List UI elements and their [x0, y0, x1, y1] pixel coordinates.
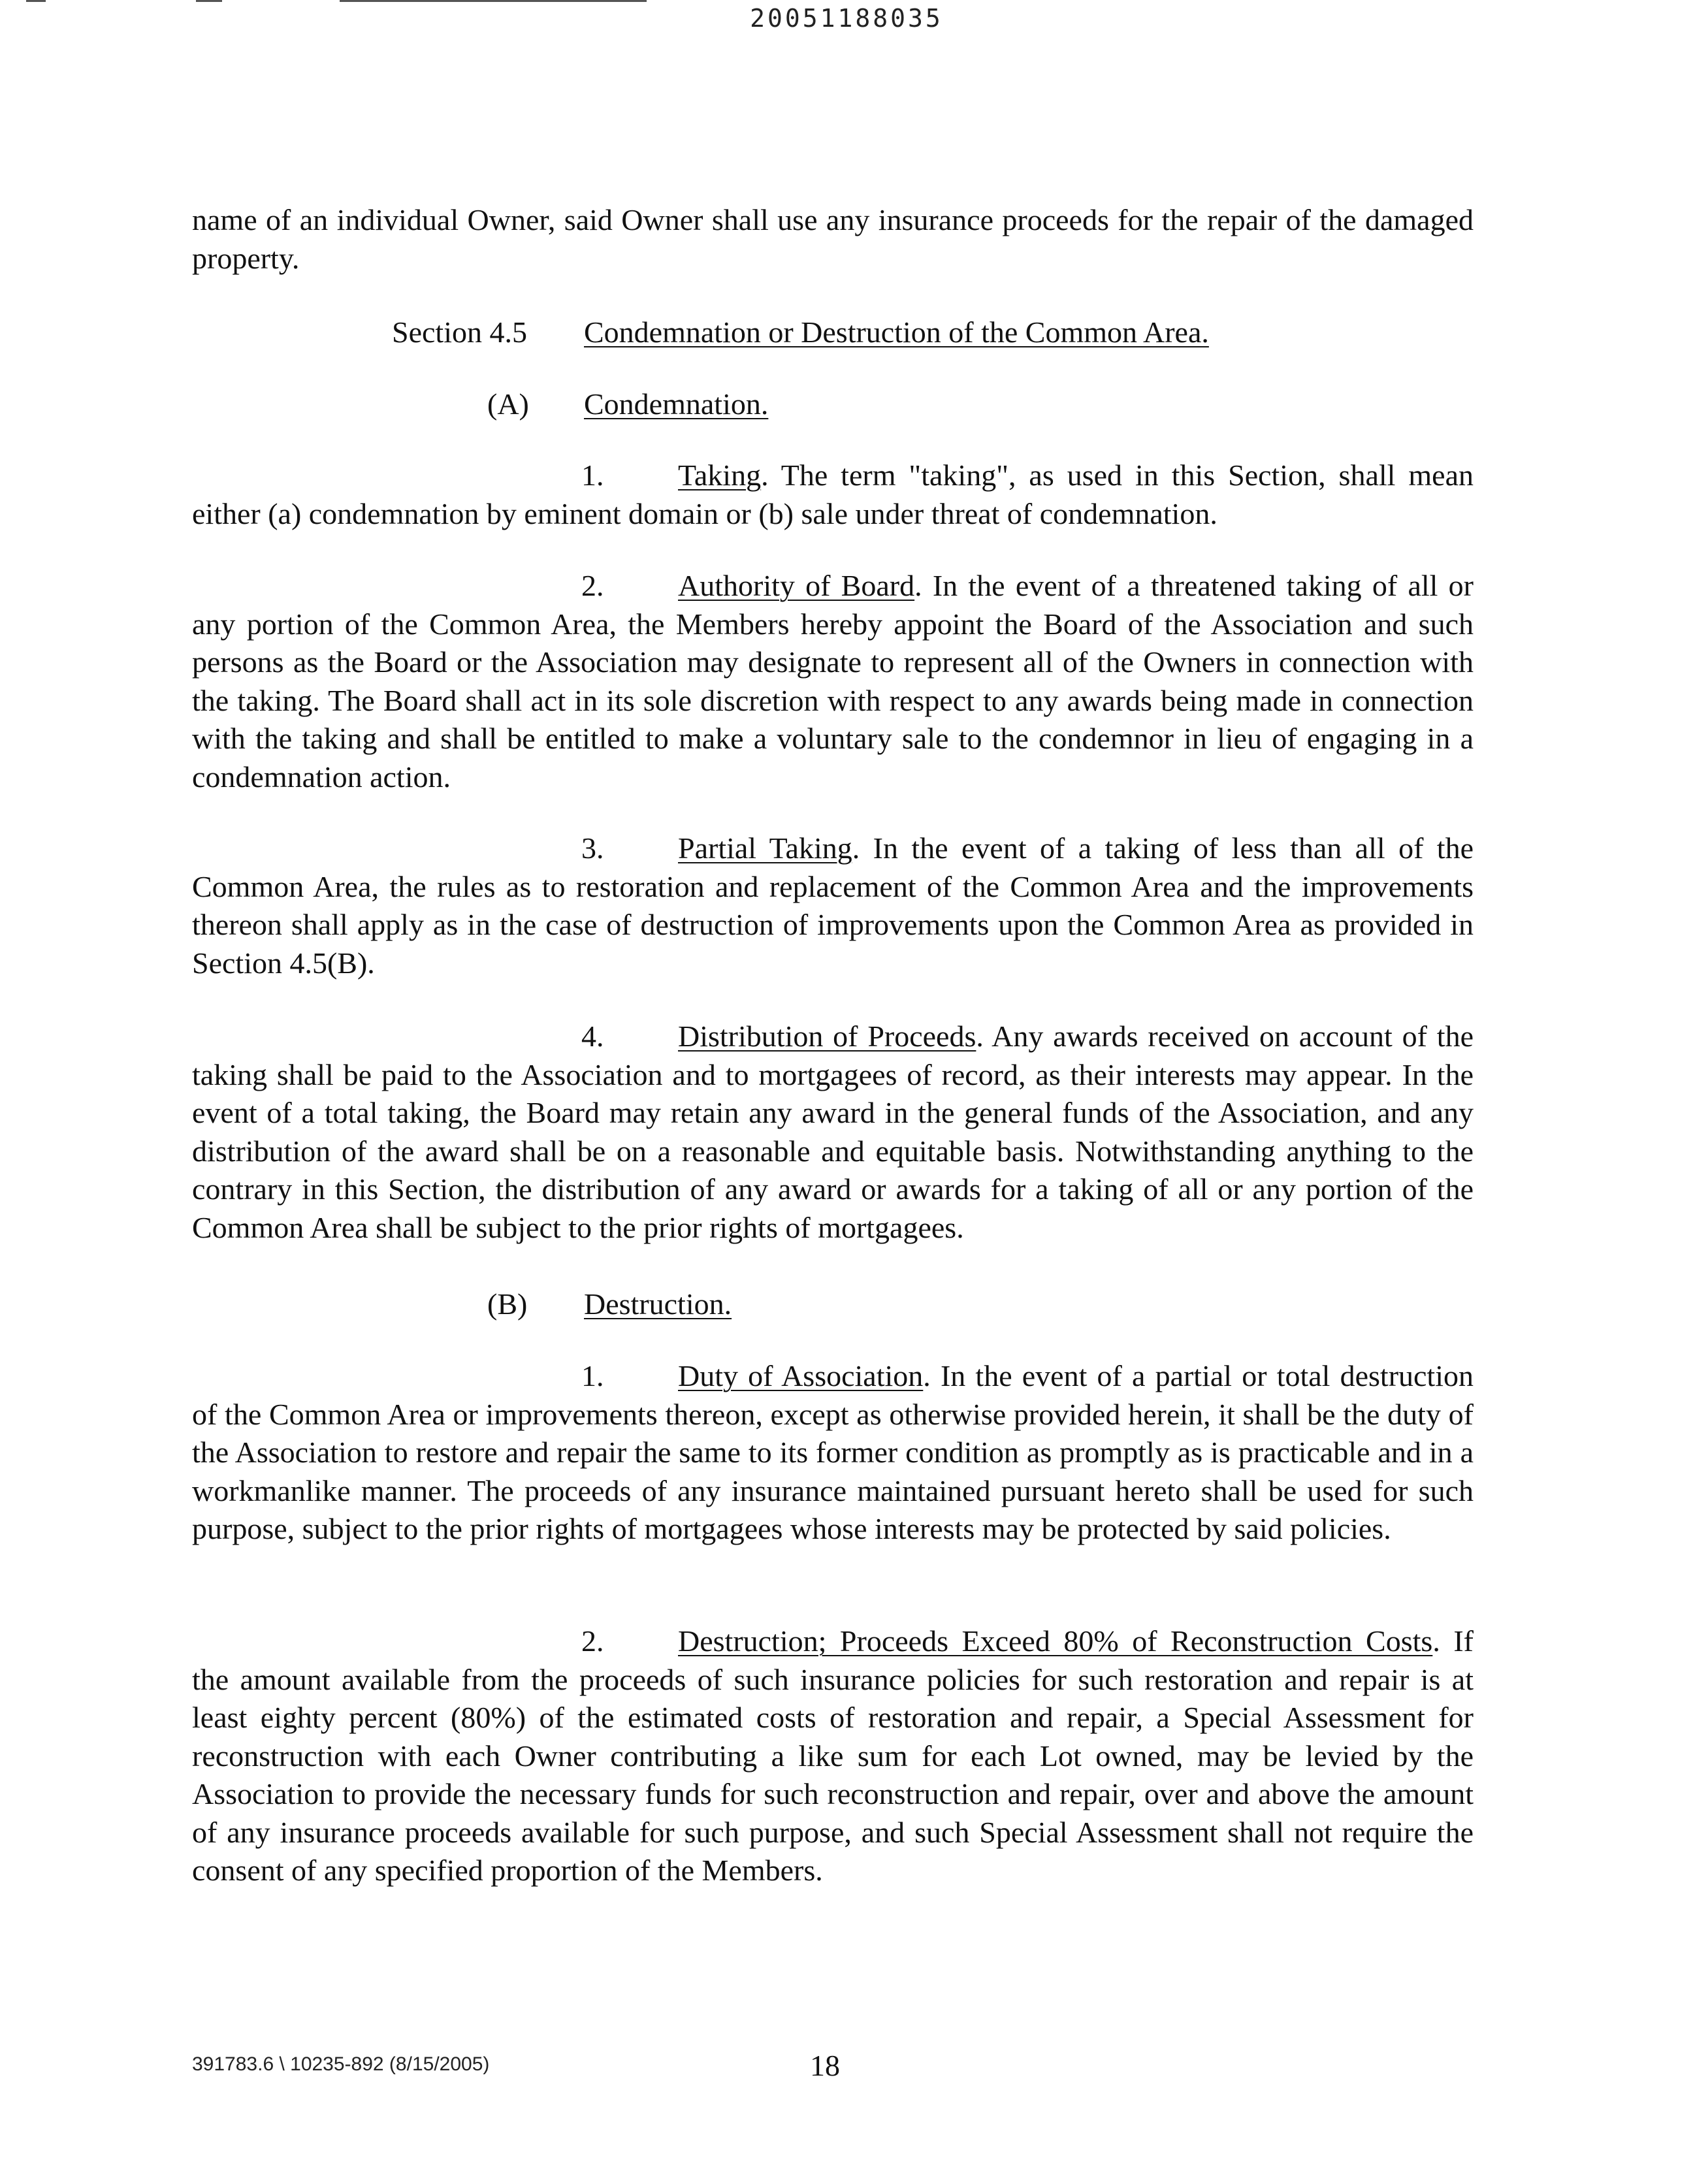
- b2-number: 2.: [581, 1624, 604, 1658]
- a4-number: 4.: [581, 1020, 604, 1053]
- a3-number: 3.: [581, 831, 604, 865]
- paragraph-b1: [192, 1357, 1474, 1549]
- a2-heading: Authority of Board: [678, 569, 915, 602]
- part-a-title-wrap: [584, 385, 768, 423]
- b1-number: 1.: [581, 1359, 604, 1392]
- part-a-heading: [487, 385, 529, 423]
- section-title: Condemnation or Destruction of the Common Area.: [584, 315, 1209, 349]
- part-b-title: Destruction.: [584, 1287, 732, 1321]
- part-b-heading: [487, 1285, 527, 1323]
- intro-text: name of an individual Owner, said Owner shall use any insurance proceeds for the repair of the damaged property.: [192, 203, 1474, 275]
- document-number: 20051188035: [750, 4, 943, 33]
- scan-artifact: [196, 0, 222, 2]
- footer-document-id: 391783.6 \ 10235-892 (8/15/2005): [192, 2053, 490, 2075]
- a1-text: . The term "taking", as used in this Section, shall mean either (a) condemnation by eminent domain or (b) sale under threat of condemnation.: [192, 458, 1474, 530]
- intro-paragraph: [192, 201, 1474, 278]
- a2-number: 2.: [581, 569, 604, 602]
- paragraph-a2: [192, 567, 1474, 796]
- part-b-title-wrap: [584, 1285, 732, 1323]
- section-heading: [392, 313, 527, 351]
- a3-heading: Partial Taking: [678, 831, 852, 865]
- scan-artifact: [26, 0, 46, 2]
- scan-artifact: [340, 0, 647, 2]
- section-title-wrap: [584, 313, 1209, 351]
- paragraph-a1: [192, 457, 1474, 533]
- part-a-label: (A): [487, 387, 529, 421]
- part-b-label: (B): [487, 1287, 528, 1321]
- b1-heading: Duty of Association: [678, 1359, 924, 1392]
- a1-heading: Taking: [678, 458, 762, 492]
- paragraph-b2: [192, 1622, 1474, 1890]
- b2-heading: Destruction; Proceeds Exceed 80% of Reconstruction Costs: [678, 1624, 1433, 1658]
- part-a-title: Condemnation.: [584, 387, 769, 421]
- a4-text: . Any awards received on account of the taking shall be paid to the Association and to mortgagees of record, as their interests may appear. In the event of a total taking, the Board may retain any award in the general funds of the Association, and any distribution of the award shall be on a reasonable and equitable basis. Notwithstanding anything to the contrary in this Section, the distribution of any award or awards for a taking of all or any portion of the Common Area shall be subject to the prior rights of mortgagees.: [192, 1020, 1474, 1244]
- a1-number: 1.: [581, 458, 604, 492]
- a4-heading: Distribution of Proceeds: [678, 1020, 976, 1053]
- a2-text: . In the event of a threatened taking of all or any portion of the Common Area, the Members hereby appoint the Board of the Association and such persons as the Board or the Association may designate to represent all of the Owners in connection with the taking. The Board shall act in its sole discretion with respect to any awards being made in connection with the taking and shall be entitled to make a voluntary sale to the condemnor in lieu of engaging in a condemnation action.: [192, 569, 1474, 794]
- a3-text: . In the event of a taking of less than all of the Common Area, the rules as to restoration and replacement of the Common Area and the improvements thereon shall apply as in the case of destruction of improvements upon the Common Area as provided in Section 4.5(B).: [192, 831, 1474, 980]
- b2-text: . If the amount available from the proceeds of such insurance policies for such restoration and repair is at least eighty percent (80%) of the estimated costs of restoration and repair, a Special Assessment for reconstruction with each Owner contributing a like sum for each Lot owned, may be levied by the Association to provide the necessary funds for such reconstruction and repair, over and above the amount of any insurance proceeds available for such purpose, and such Special Assessment shall not require the consent of any specified proportion of the Members.: [192, 1624, 1474, 1887]
- paragraph-a4: [192, 1018, 1474, 1247]
- section-label: Section 4.5: [392, 315, 527, 349]
- paragraph-a3: [192, 829, 1474, 982]
- page-number: 18: [810, 2049, 840, 2082]
- b1-text: . In the event of a partial or total destruction of the Common Area or improvements thereon, except as otherwise provided herein, it shall be the duty of the Association to restore and repair the same to its former condition as promptly as is practicable and in a workmanlike manner. The proceeds of any insurance maintained pursuant hereto shall be used for such purpose, subject to the prior rights of mortgagees whose interests may be protected by said policies.: [192, 1359, 1474, 1545]
